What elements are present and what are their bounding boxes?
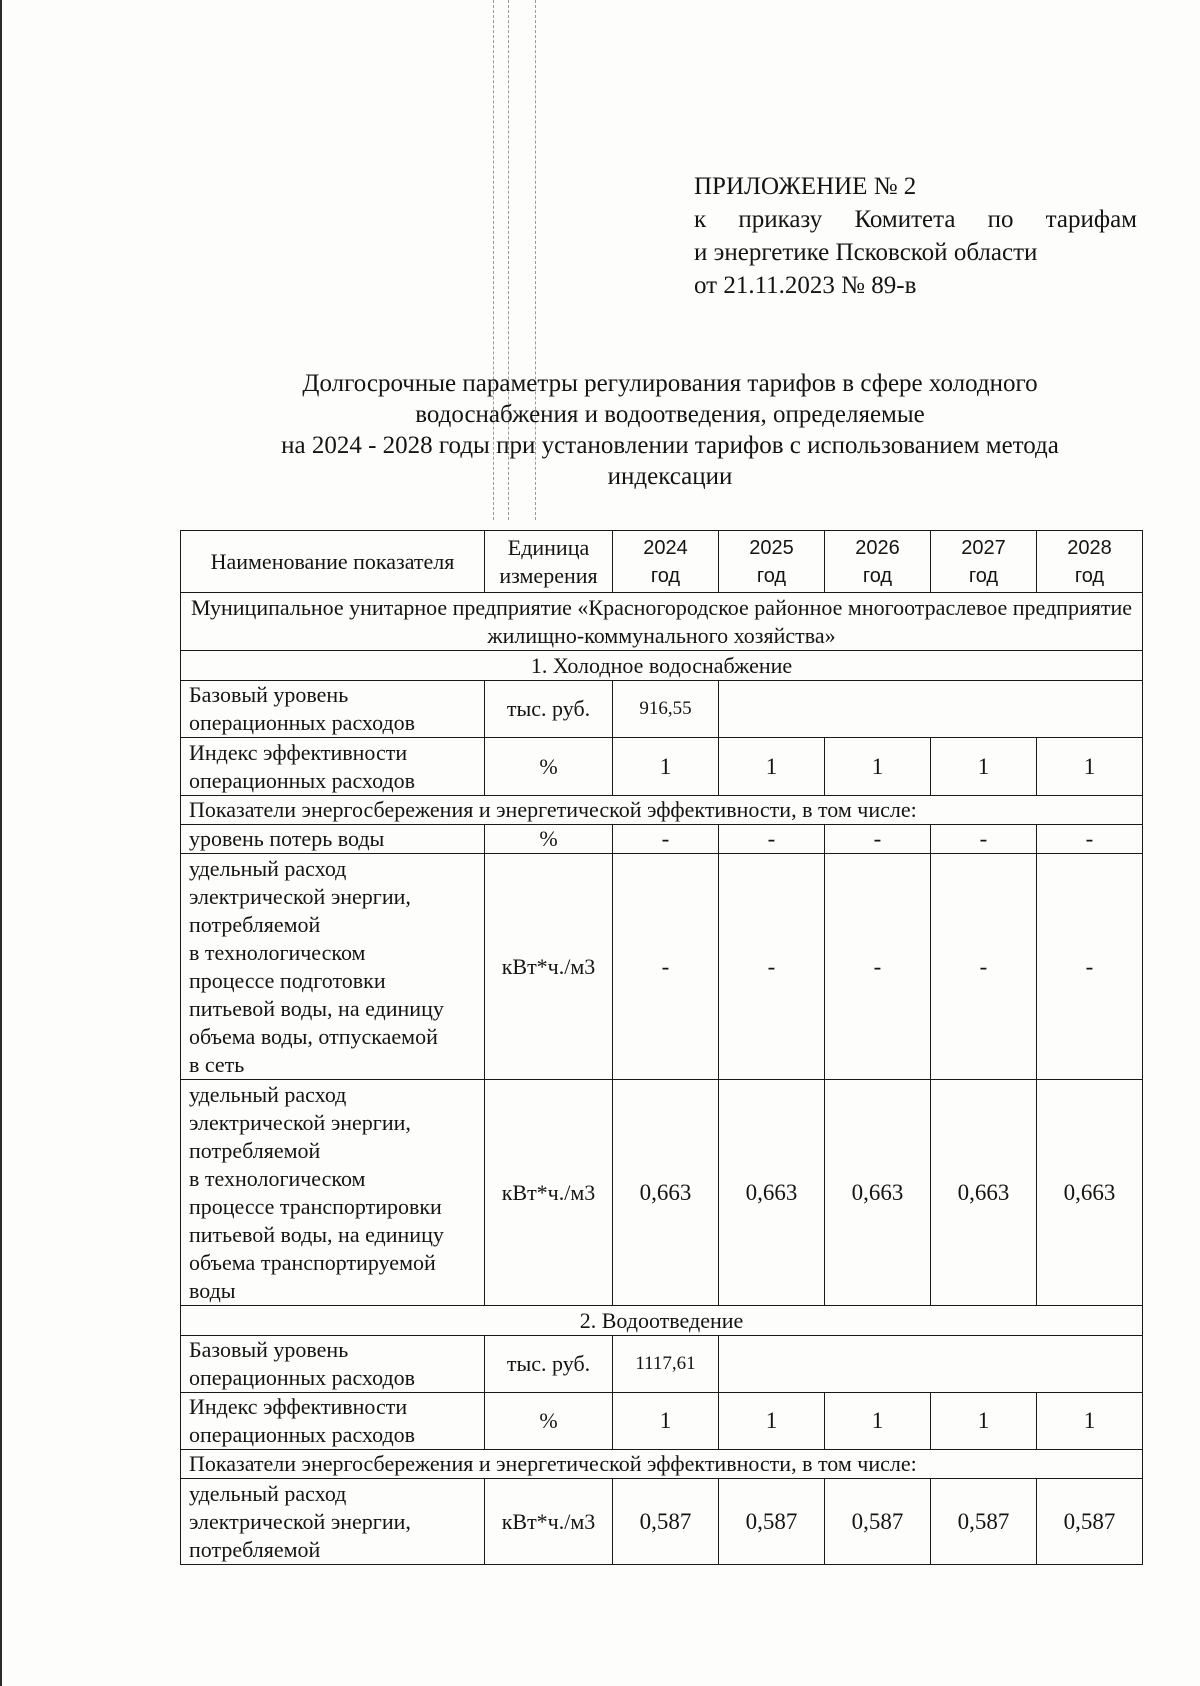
parameters-table	[180, 530, 1143, 1565]
row-value: 0,587	[1037, 1479, 1143, 1565]
year-suffix: год	[1074, 564, 1105, 587]
document-title-line: индексации	[607, 463, 733, 490]
table-row	[181, 1393, 1143, 1450]
row-label-line: воды	[189, 1277, 236, 1303]
row-value: 0,663	[719, 1080, 825, 1306]
row-label	[181, 854, 485, 1080]
row-label-line: операционных расходов	[189, 767, 416, 793]
row-label	[181, 1336, 485, 1393]
row-label-line: удельный расход	[189, 855, 347, 881]
document-title-line: на 2024 - 2028 годы при установлении тарифов с использованием метода	[281, 432, 1059, 459]
row-label	[181, 1080, 485, 1306]
subheader-row	[181, 1450, 1143, 1479]
row-unit: %	[485, 738, 613, 796]
row-value: 0,663	[1037, 1080, 1143, 1306]
row-value: 1	[613, 738, 719, 796]
section-row	[181, 1306, 1143, 1336]
document-title-line: водоснабжения и водоотведения, определяемые	[415, 401, 925, 428]
row-label-line: потребляемой	[189, 1137, 321, 1163]
row-label-line: Индекс эффективности	[189, 739, 408, 765]
row-label-line: процессе транспортировки	[189, 1193, 442, 1219]
row-value: 1	[825, 738, 931, 796]
row-value: 1	[931, 1393, 1037, 1450]
row-label-line: в технологическом	[189, 939, 366, 965]
row-value: 1	[719, 738, 825, 796]
page-left-border	[0, 0, 2, 1686]
row-value: 1117,61	[613, 1336, 719, 1393]
header-year	[1037, 531, 1143, 593]
document-title	[210, 368, 1130, 492]
year-number: 2024	[643, 536, 688, 559]
row-label	[181, 681, 485, 738]
row-value: -	[825, 825, 931, 854]
row-value: 0,587	[613, 1479, 719, 1565]
row-unit: кВт*ч./м3	[485, 854, 613, 1080]
year-number: 2027	[961, 536, 1006, 559]
table-row	[181, 825, 1143, 854]
year-number: 2028	[1067, 536, 1112, 559]
empty-cell	[719, 1336, 1143, 1393]
header-year	[931, 531, 1037, 593]
row-label-line: питьевой воды, на единицу	[189, 1221, 444, 1247]
annex-title: ПРИЛОЖЕНИЕ № 2	[694, 173, 917, 200]
header-unit-line: Единица	[507, 534, 590, 560]
row-unit: %	[485, 825, 613, 854]
row-value: 916,55	[613, 681, 719, 738]
header-year	[613, 531, 719, 593]
row-label	[181, 1393, 485, 1450]
row-value: 0,663	[613, 1080, 719, 1306]
row-value: 0,587	[931, 1479, 1037, 1565]
row-label-line: операционных расходов	[189, 710, 416, 735]
row-value: -	[613, 825, 719, 854]
year-suffix: год	[968, 564, 999, 587]
organization-row	[181, 593, 1143, 651]
row-value: -	[719, 825, 825, 854]
year-suffix: год	[756, 564, 787, 587]
section-row	[181, 651, 1143, 681]
row-label-line: удельный расход	[189, 1081, 347, 1107]
row-value: 1	[613, 1393, 719, 1450]
row-label-line: электрической энергии,	[189, 1508, 411, 1534]
row-label-line: в технологическом	[189, 1165, 366, 1191]
row-value: 0,587	[719, 1479, 825, 1565]
row-value: -	[931, 825, 1037, 854]
row-value: -	[931, 854, 1037, 1080]
table-row	[181, 681, 1143, 738]
year-suffix: год	[862, 564, 893, 587]
row-value: 1	[1037, 1393, 1143, 1450]
table-row	[181, 1479, 1143, 1565]
row-label-line: объема воды, отпускаемой	[189, 1023, 438, 1049]
table-row	[181, 738, 1143, 796]
row-label-line: электрической энергии,	[189, 883, 411, 909]
subheader-row	[181, 796, 1143, 825]
row-value: 1	[719, 1393, 825, 1450]
row-label-line: операционных расходов	[189, 1422, 416, 1447]
annex-line: и энергетике Псковской области	[694, 239, 1038, 266]
row-label-line: Базовый уровень	[189, 682, 349, 707]
row-label-line: питьевой воды, на единицу	[189, 995, 444, 1021]
row-value: -	[825, 854, 931, 1080]
row-label-line: Базовый уровень	[189, 1337, 349, 1362]
table-row	[181, 1336, 1143, 1393]
row-value: -	[1037, 854, 1143, 1080]
section-title: 2. Водоотведение	[181, 1306, 1143, 1336]
row-label-line: процессе подготовки	[189, 967, 386, 993]
row-value: 1	[825, 1393, 931, 1450]
row-value: -	[719, 854, 825, 1080]
row-label-line: потребляемой	[189, 1536, 321, 1562]
row-value: 1	[931, 738, 1037, 796]
header-unit	[485, 531, 613, 593]
annex-date: от 21.11.2023 № 89-в	[694, 272, 917, 299]
row-unit: тыс. руб.	[485, 1336, 613, 1393]
row-label-line: потребляемой	[189, 911, 321, 937]
annex-block	[694, 170, 1137, 302]
row-label-line: операционных расходов	[189, 1365, 416, 1390]
row-label: уровень потерь воды	[181, 825, 485, 854]
header-year	[719, 531, 825, 593]
row-label-line: удельный расход	[189, 1480, 347, 1506]
header-year	[825, 531, 931, 593]
table-row	[181, 854, 1143, 1080]
row-unit: тыс. руб.	[485, 681, 613, 738]
row-label-line: электрической энергии,	[189, 1109, 411, 1135]
year-number: 2025	[749, 536, 794, 559]
header-name: Наименование показателя	[181, 531, 485, 593]
annex-line: к приказу Комитета по тарифам	[694, 206, 1137, 233]
row-label	[181, 738, 485, 796]
row-label	[181, 1479, 485, 1565]
section-title: 1. Холодное водоснабжение	[181, 651, 1143, 681]
energy-header: Показатели энергосбережения и энергетической эффективности, в том числе:	[181, 796, 1143, 825]
row-unit: %	[485, 1393, 613, 1450]
row-unit: кВт*ч./м3	[485, 1479, 613, 1565]
table-row	[181, 1080, 1143, 1306]
row-label-line: объема транспортируемой	[189, 1249, 436, 1275]
row-value: 0,587	[825, 1479, 931, 1565]
year-suffix: год	[650, 564, 681, 587]
row-value: -	[1037, 825, 1143, 854]
row-value: 0,663	[825, 1080, 931, 1306]
row-label-line: в сеть	[189, 1051, 245, 1077]
row-value: 0,663	[931, 1080, 1037, 1306]
row-value: 1	[1037, 738, 1143, 796]
energy-header: Показатели энергосбережения и энергетической эффективности, в том числе:	[181, 1450, 1143, 1479]
empty-cell	[719, 681, 1143, 738]
row-value: -	[613, 854, 719, 1080]
row-label-line: Индекс эффективности	[189, 1394, 408, 1419]
header-unit-line: измерения	[499, 562, 598, 588]
year-number: 2026	[855, 536, 900, 559]
row-unit: кВт*ч./м3	[485, 1080, 613, 1306]
table-header-row	[181, 531, 1143, 593]
document-title-line: Долгосрочные параметры регулирования тарифов в сфере холодного	[302, 370, 1038, 397]
organization-name: Муниципальное унитарное предприятие «Красногородское районное многоотраслевое предприятие жилищно-коммунального хозяйства»	[181, 593, 1143, 651]
